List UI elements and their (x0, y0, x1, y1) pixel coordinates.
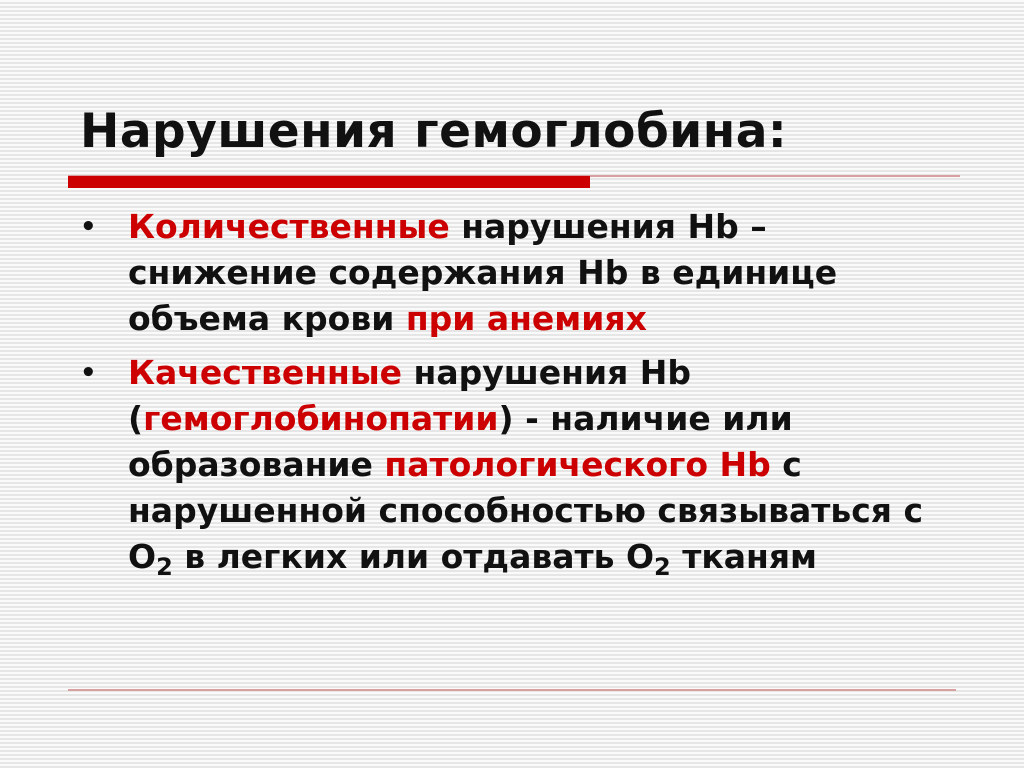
bullet-text: нарушения Hb ( (128, 353, 692, 438)
bullet-list (80, 204, 960, 588)
highlight-anemia: при анемиях (405, 299, 647, 338)
bullet-text: в легких или отдавать O (172, 537, 655, 576)
term-qualitative: Качественные (128, 353, 403, 392)
bottom-divider (68, 689, 956, 691)
highlight-pathological-hb: патологического Hb (384, 445, 771, 484)
bullet-dot: • (80, 358, 97, 388)
term-quantitative: Количественные (128, 207, 450, 246)
bullet-text: нарушения Hb – снижение содержания Hb в единице объема крови (128, 207, 838, 338)
highlight-hemoglobinopathies: гемоглобинопатии (143, 399, 499, 438)
subscript-2: 2 (156, 553, 173, 581)
bullet-dot: • (80, 212, 97, 242)
slide-title: Нарушения гемоглобина: (80, 104, 788, 159)
bullet-text: с нарушенной способностью связываться с O (128, 445, 924, 576)
bullet-text: ) - наличие или образование (128, 399, 793, 484)
bullet-text: тканям (670, 537, 817, 576)
bullet-item-quantitative (80, 204, 960, 342)
bullet-item-qualitative (80, 350, 960, 580)
title-divider-accent (68, 176, 590, 188)
subscript-2: 2 (654, 553, 671, 581)
